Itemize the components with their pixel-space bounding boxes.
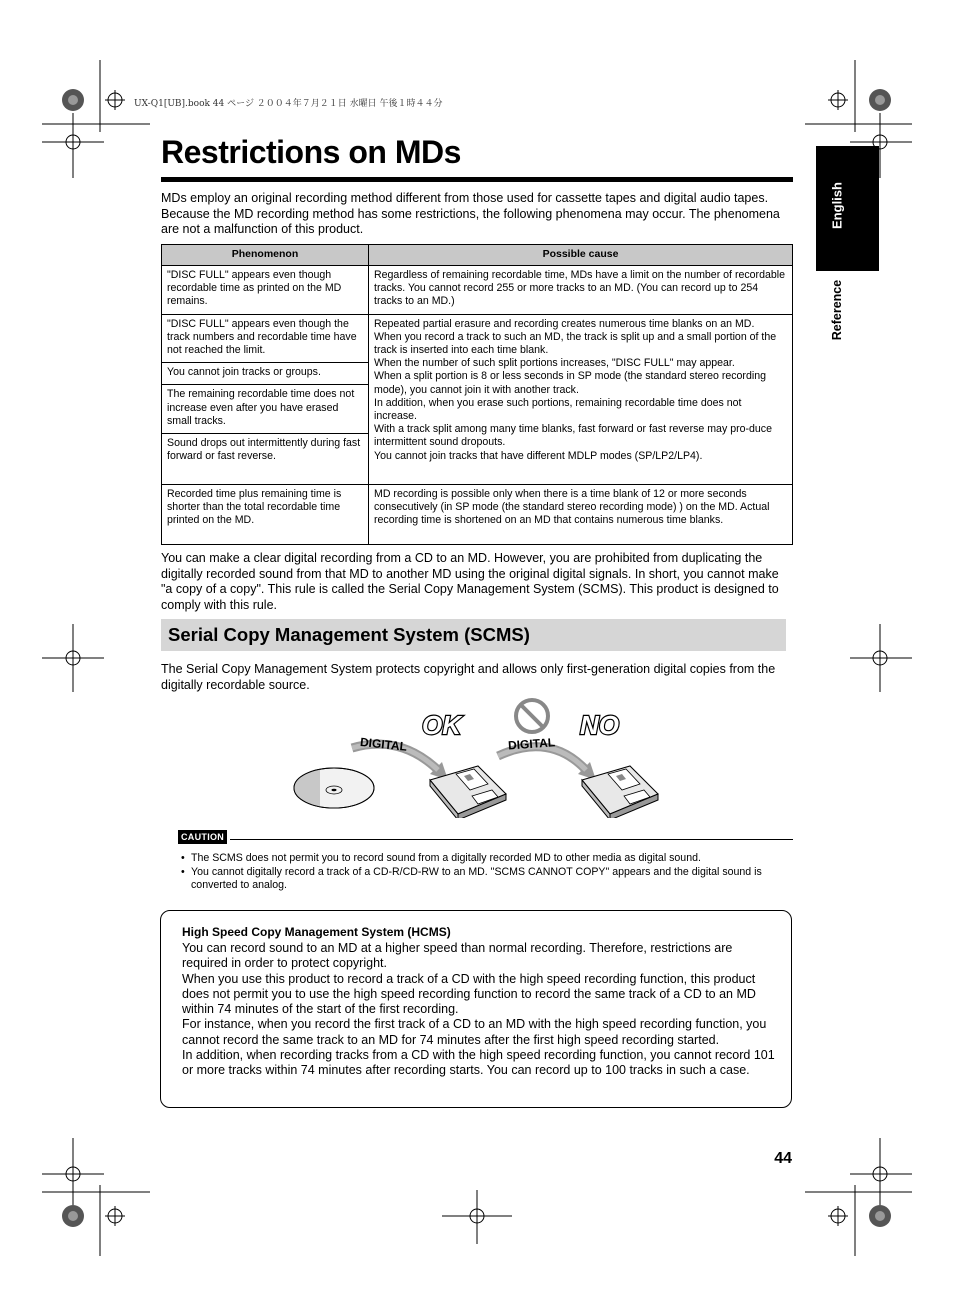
caution-label: CAUTION (178, 830, 227, 844)
phenomenon-cell: Recorded time plus remaining time is shorter than the total recordable time printed on the MD. (162, 485, 369, 545)
caution-rule (230, 839, 793, 840)
caution-header (178, 830, 793, 846)
phenomenon-cell: You cannot join tracks or groups. (162, 363, 369, 385)
hcms-body: You can record sound to an MD at a higher speed than normal recording. Therefore, restrictions are required in order to protect copyright. When you use this product to record a track of a CD with the high speed recording function, this product does not permit you to use the high speed recording function to record the same track of a CD to an MD within 74 minutes of the start of the first recording. For instance, when you record the first track of a CD to an MD with the high speed recording function, you cannot record the same track to an MD for 74 minutes after the first high speed recording started. In addition, when recording tracks from a CD with the high speed recording function, you cannot record 101 or more tracks within 74 minutes after recording starts. You can record up to 100 tracks in such a case. (182, 941, 775, 1078)
table-row (162, 485, 793, 545)
digital-label-1: DIGITAL (359, 734, 408, 754)
scms-explanation-paragraph: You can make a clear digital recording from a CD to an MD. However, you are prohibited from duplicating the digitally recorded sound from that MD to another MD using the original digital signals. In short, you cannot make "a copy of a copy". This rule is called the Serial Copy Management System (SCMS). This product is designed to comply with this rule. (161, 551, 779, 612)
book-file-header: UX-Q1[UB].book 44 ページ ２００４年７月２１日 水曜日 午後１時４４分 (134, 99, 443, 109)
scms-illustration (290, 696, 670, 818)
restrictions-table (161, 244, 793, 545)
column-header-phenomenon: Phenomenon (162, 245, 369, 266)
page-number: 44 (774, 1150, 792, 1167)
section-heading-scms: Serial Copy Management System (SCMS) (161, 619, 786, 651)
phenomenon-cell: "DISC FULL" appears even though the track numbers and recordable time have not reached the limit. (162, 314, 369, 363)
prohibited-icon (516, 700, 548, 732)
side-tab-section: Reference (830, 279, 844, 341)
caution-item: • The SCMS does not permit you to record sound from a digitally recorded MD to other media as digital sound. (181, 852, 786, 866)
table-row (162, 266, 793, 315)
digital-label-2: DIGITAL (507, 735, 556, 753)
side-tab (816, 146, 879, 271)
caution-item: • You cannot digitally record a track of a CD-R/CD-RW to an MD. "SCMS CANNOT COPY" appears and the digital sound is converted to analog. (181, 866, 786, 893)
phenomenon-cell: The remaining recordable time does not increase even after you have erased small tracks. (162, 385, 369, 434)
compact-disc-icon (294, 768, 374, 808)
cause-cell: MD recording is possible only when there is a time blank of 12 or more seconds consecutively (in SP mode (the standard stereo recording mode) ) on the MD. Actual recording time is shortened on an MD that contains numerous time blanks. (369, 485, 793, 545)
caution-list (181, 852, 786, 893)
no-label: NO (580, 710, 619, 740)
page-title: Restrictions on MDs (161, 134, 793, 182)
intro-paragraph: MDs employ an original recording method different from those used for cassette tapes and digital audio tapes. Because the MD recording method has some restrictions, the following phenomena may occur. The phenomena are not a malfunction of this product. (161, 191, 780, 236)
ok-label: OK (422, 710, 461, 740)
cause-cell: Regardless of remaining recordable time, MDs have a limit on the number of recordable tracks. You cannot record 255 or more tracks to an MD. (You can record up to 254 tracks to an MD.) (369, 266, 793, 315)
phenomenon-cell: Sound drops out intermittently during fast forward or fast reverse. (162, 434, 369, 485)
scms-description-paragraph: The Serial Copy Management System protects copyright and allows only first-generation digital copies from the digitally recordable source. (161, 662, 776, 692)
column-header-possible-cause: Possible cause (369, 245, 793, 266)
phenomenon-cell: "DISC FULL" appears even though recordable time as printed on the MD remains. (162, 266, 369, 315)
hcms-title: High Speed Copy Management System (HCMS) (182, 925, 451, 939)
cause-cell: Repeated partial erasure and recording creates numerous time blanks on an MD. When you record a track to such an MD, the track is split up and a small portion of the track is inserted into each time blank. When the number of such split portions increases, "DISC FULL" may appear. When a split portion is 8 or less seconds in SP mode (the standard stereo recording mode), you cannot join it with another track. In addition, when you erase such portions, remaining recordable time does not increase. With a track split among many time blanks, fast forward or fast reverse may pro-duce intermittent sound dropouts. You cannot join tracks that have different MDLP modes (SP/LP2/LP4). (369, 314, 793, 484)
table-row (162, 314, 793, 363)
table-header-row (162, 245, 793, 266)
side-tab-language: English (829, 182, 845, 229)
